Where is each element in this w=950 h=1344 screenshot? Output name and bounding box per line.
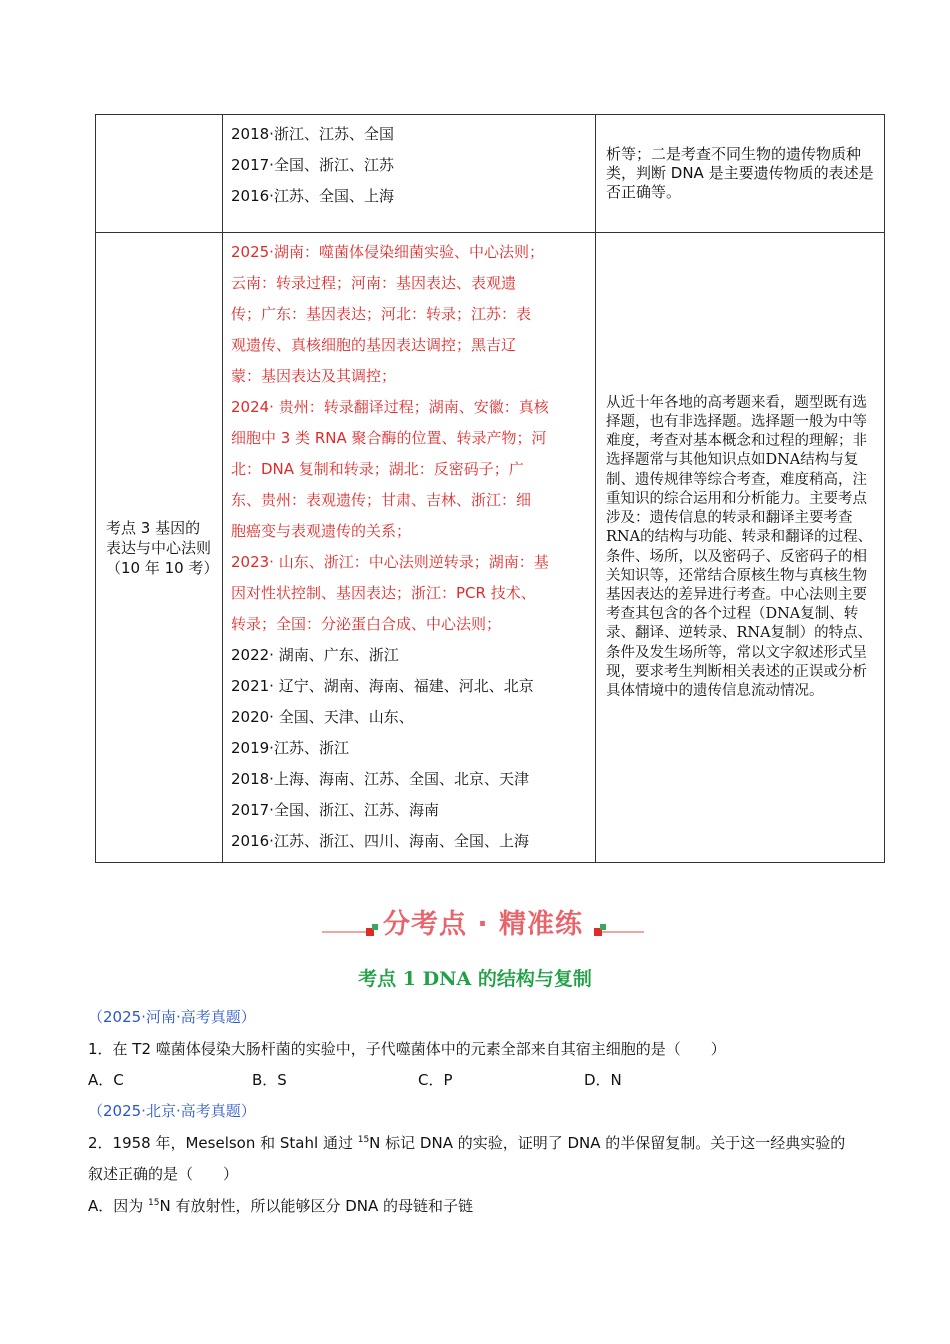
year-line: 东、贵州：表观遗传；甘肃、吉林、浙江：细 <box>231 491 532 509</box>
year-line: 2017·全国、浙江、江苏 <box>231 156 394 174</box>
year-line: 2020· 全国、天津、山东、 <box>231 708 414 726</box>
question-stem: 1．在 T2 噬菌体侵染大肠杆菌的实验中，子代噬菌体中的元素全部来自其宿主细胞的是（ ） <box>88 1040 726 1058</box>
exam-analysis-table <box>95 114 885 863</box>
year-line: 北：DNA 复制和转录；湖北：反密码子；广 <box>231 460 524 478</box>
question-source: （2025·北京·高考真题） <box>88 1102 256 1120</box>
year-line: 2025·湖南：噬菌体侵染细菌实验、中心法则； <box>231 243 544 261</box>
stem-text: N 标记 DNA 的实验，证明了 DNA 的半保留复制。关于这一经典实验的 <box>369 1134 846 1152</box>
section-title: 考点 1 DNA 的结构与复制 <box>358 968 592 990</box>
option-d[interactable]: D．N <box>584 1071 622 1089</box>
stem-text: 2．1958 年，Meselson 和 Stahl 通过 <box>88 1134 358 1152</box>
option-a[interactable] <box>88 1195 473 1216</box>
option-text: A．因为 <box>88 1197 149 1215</box>
banner-divider <box>602 931 644 933</box>
analysis-cell: 析等；二是考查不同生物的遗传物质种类，判断 DNA 是主要遗传物质的表述是否正确等。 <box>596 115 885 233</box>
year-line: 2019·江苏、浙江 <box>231 739 349 757</box>
question-source: （2025·河南·高考真题） <box>88 1008 256 1026</box>
topic-cell <box>96 115 223 233</box>
years-cell <box>223 233 596 863</box>
year-line: 2024· 贵州：转录翻译过程；湖南、安徽：真核 <box>231 398 549 416</box>
superscript: 15 <box>148 1198 160 1208</box>
table-row <box>96 233 885 863</box>
year-line: 2016·江苏、全国、上海 <box>231 187 394 205</box>
year-line: 观遗传、真核细胞的基因表达调控；黑吉辽 <box>231 336 517 354</box>
option-text: N 有放射性，所以能够区分 DNA 的母链和子链 <box>159 1197 474 1215</box>
question-stem <box>88 1132 845 1153</box>
years-cell <box>223 115 596 233</box>
option-a[interactable]: A．C <box>88 1071 124 1089</box>
option-b[interactable]: B．S <box>252 1071 287 1089</box>
year-line: 2018·上海、海南、江苏、全国、北京、天津 <box>231 770 529 788</box>
year-line: 因对性状控制、基因表达；浙江：PCR 技术、 <box>231 584 536 602</box>
banner-title: 分考点 · 精准练 <box>382 909 584 940</box>
analysis-cell: 从近十年各地的高考题来看，题型既有选择题，也有非选择题。选择题一般为中等难度，考查对基本概念和过程的理解；非选择题常与其他知识点如DNA结构与复制、遗传规律等综合考查，难度稍高，注重知识的综合运用和分析能力。主要考点涉及：遗传信息的转录和翻译主要考查RNA的结构与功能、转录和翻译的过程、条件、场所，以及密码子、反密码子的相关知识等，还常结合原核生物与真核生物基因表达的差异进行考查。中心法则主要考查其包含的各个过程（DNA复制、转录、翻译、逆转录、RNA复制）的特点、条件及发生场所等，常以文字叙述形式呈现，要求考生判断相关表述的正误或分析具体情境中的遗传信息流动情况。 <box>596 233 885 863</box>
option-c[interactable]: C．P <box>418 1071 453 1089</box>
year-line: 2017·全国、浙江、江苏、海南 <box>231 801 439 819</box>
year-line: 2023· 山东、浙江：中心法则逆转录；湖南：基 <box>231 553 549 571</box>
year-line: 2022· 湖南、广东、浙江 <box>231 646 399 664</box>
year-line: 云南：转录过程；河南：基因表达、表观遗 <box>231 274 517 292</box>
section-banner <box>322 900 644 944</box>
year-line: 转录；全国：分泌蛋白合成、中心法则； <box>231 615 502 633</box>
year-line: 2021· 辽宁、湖南、海南、福建、河北、北京 <box>231 677 534 695</box>
year-line: 2016·江苏、浙江、四川、海南、全国、上海 <box>231 832 529 850</box>
year-line: 胞癌变与表观遗传的关系； <box>231 522 412 540</box>
table-row <box>96 115 885 233</box>
year-line: 传；广东：基因表达；河北：转录；江苏：表 <box>231 305 532 323</box>
question-stem-line: 叙述正确的是（ ） <box>88 1165 239 1183</box>
year-line: 2018·浙江、江苏、全国 <box>231 125 394 143</box>
topic-cell: 考点 3 基因的表达与中心法则（10 年 10 考） <box>96 233 223 863</box>
year-line: 细胞中 3 类 RNA 聚合酶的位置、转录产物；河 <box>231 429 547 447</box>
banner-square-icon <box>600 924 606 930</box>
superscript: 15 <box>357 1135 370 1145</box>
year-line: 蒙：基因表达及其调控； <box>231 367 397 385</box>
